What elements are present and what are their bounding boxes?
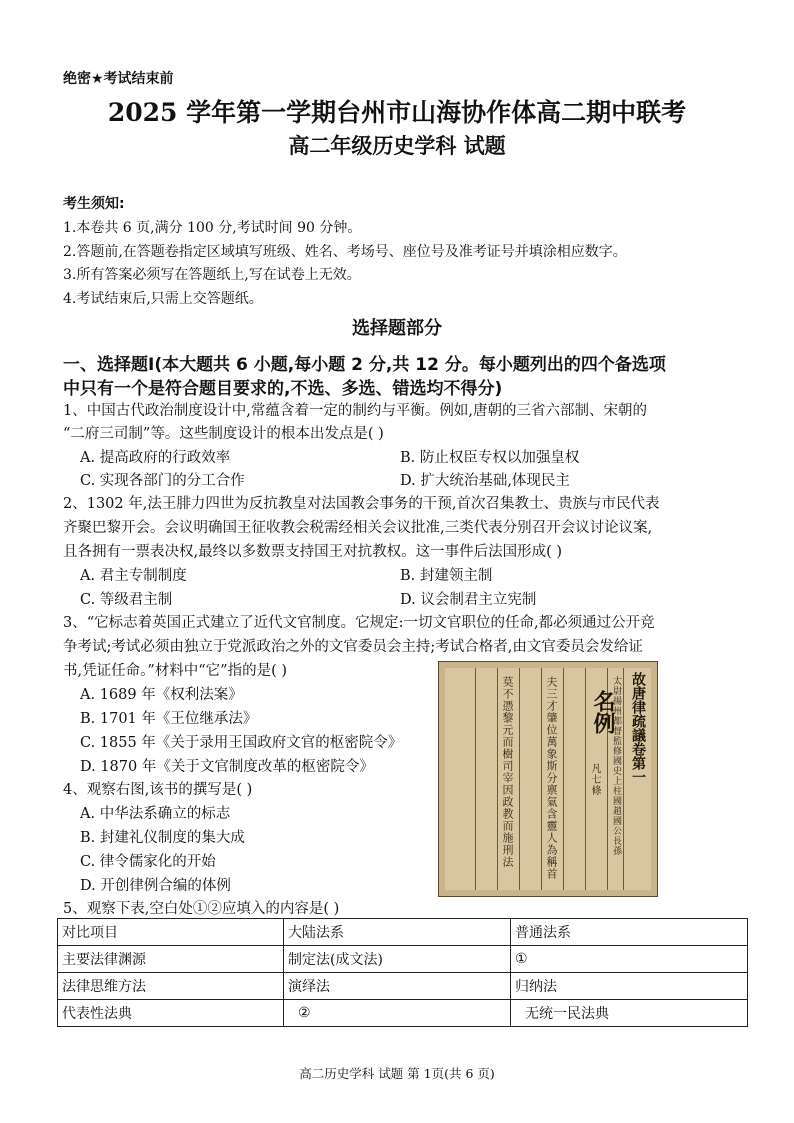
ancient-book-image [438,661,658,897]
q2-option-b[interactable]: B. 封建领主制 [400,568,493,584]
book-chapter-sub: 凡七條 [589,763,600,796]
q1-option-b[interactable]: B. 防止权臣专权以加强皇权 [400,450,580,466]
book-chapter-title: 名例 [590,690,616,734]
question-5-text: 5、观察下表,空白处①②应填入的内容是( ) [63,901,340,917]
question-3-text: 书,凭证任命。”材料中“它”指的是( ) [63,663,288,679]
q2-option-c[interactable]: C. 等级君主制 [80,592,173,608]
comparison-table [57,918,748,1027]
table-cell: 归纳法 [511,973,748,1000]
question-3-text: 3、“它标志着英国正式建立了近代文官制度。它规定:一切文官职位的任命,都必须通过公开竞 [63,615,655,631]
page-footer: 高二历史学科 试题 第 1页(共 6 页) [299,1066,495,1081]
q3-option-a[interactable]: A. 1689 年《权利法案》 [80,687,243,703]
table-cell: 主要法律渊源 [58,946,284,973]
part-heading-cont: 中只有一个是符合题目要求的,不选、多选、错选均不得分) [63,379,503,399]
question-3-text: 争考试;考试必须由独立于党派政治之外的文官委员会主持;考试合格者,由文官委员会发给证 [63,639,643,655]
table-cell-blank-2: ② [284,1000,511,1027]
table-cell: 制定法(成文法) [284,946,511,973]
question-1-text: “二府三司制”等。这些制度设计的根本出发点是( ) [63,426,384,442]
q1-option-a[interactable]: A. 提高政府的行政效率 [80,450,231,466]
question-2-text: 且各拥有一票表决权,最终以多数票支持国王对抗教权。这一事件后法国形成( ) [63,544,563,560]
notice-item: 1.本卷共 6 页,满分 100 分,考试时间 90 分钟。 [63,220,362,236]
table-cell: 法律思维方法 [58,973,284,1000]
q1-option-d[interactable]: D. 扩大统治基础,体现民主 [400,473,570,489]
q4-option-a[interactable]: A. 中华法系确立的标志 [80,806,231,822]
notice-item: 4.考试结束后,只需上交答题纸。 [63,291,263,307]
table-row [58,919,748,946]
question-2-text: 2、1302 年,法王腓力四世为反抗教皇对法国教会事务的干预,首次召集教士、贵族与市民代表 [63,496,660,512]
table-cell: 代表性法典 [58,1000,284,1027]
notice-item: 3.所有答案必须写在答题纸上,写在试卷上无效。 [63,267,361,283]
notice-heading: 考生须知: [63,196,125,212]
exam-subtitle: 高二年级历史学科 试题 [288,133,506,158]
q4-option-b[interactable]: B. 封建礼仪制度的集大成 [80,830,245,846]
part-heading: 一、选择题Ⅰ(本大题共 6 小题,每小题 2 分,共 12 分。每小题列出的四个备选项 [63,355,666,375]
table-cell-blank-1: ① [511,946,748,973]
table-row [58,1000,748,1027]
question-2-text: 齐聚巴黎开会。会议明确国王征收教会税需经相关会议批准,三类代表分别召开会议讨论议案, [63,520,653,536]
question-4-text: 4、观察右图,该书的撰写是( ) [63,782,253,798]
q3-option-d[interactable]: D. 1870 年《关于文官制度改革的枢密院令》 [80,759,374,775]
q2-option-a[interactable]: A. 君主专制制度 [80,568,187,584]
q3-option-c[interactable]: C. 1855 年《关于录用王国政府文官的枢密院令》 [80,735,403,751]
notice-item: 2.答题前,在答题卷指定区域填写班级、姓名、考场号、座位号及准考证号并填涂相应数字。 [63,244,627,260]
exam-title: 2025 学年第一学期台州市山海协作体高二期中联考 [107,98,687,127]
book-text-column: 莫不憑黎元而樹司宰因政教而施刑法 [501,676,514,868]
q4-option-d[interactable]: D. 开创律例合编的体例 [80,878,231,894]
table-cell: 无统一民法典 [511,1000,748,1027]
book-title: 故唐律疏議卷第一 [630,672,646,784]
question-1-text: 1、中国古代政治制度设计中,常蕴含着一定的制约与平衡。例如,唐朝的三省六部制、宋朝的 [63,403,647,419]
table-cell: 大陆法系 [284,919,511,946]
q3-option-b[interactable]: B. 1701 年《王位继承法》 [80,711,258,727]
table-cell: 对比项目 [58,919,284,946]
confidential-mark: 绝密★考试结束前 [63,71,174,87]
q2-option-d[interactable]: D. 议会制君主立宪制 [400,592,537,608]
book-author-column: 太尉揚州都督監修國史上柱國趙國公長孫 [611,676,621,856]
q1-option-c[interactable]: C. 实现各部门的分工合作 [80,473,245,489]
table-row [58,946,748,973]
table-cell: 演绎法 [284,973,511,1000]
book-text-column: 夫三才肇位萬象斯分禀氣含靈人為稱首 [545,676,558,880]
table-row [58,973,748,1000]
section-title: 选择题部分 [352,318,442,339]
q4-option-c[interactable]: C. 律令儒家化的开始 [80,854,216,870]
table-cell: 普通法系 [511,919,748,946]
